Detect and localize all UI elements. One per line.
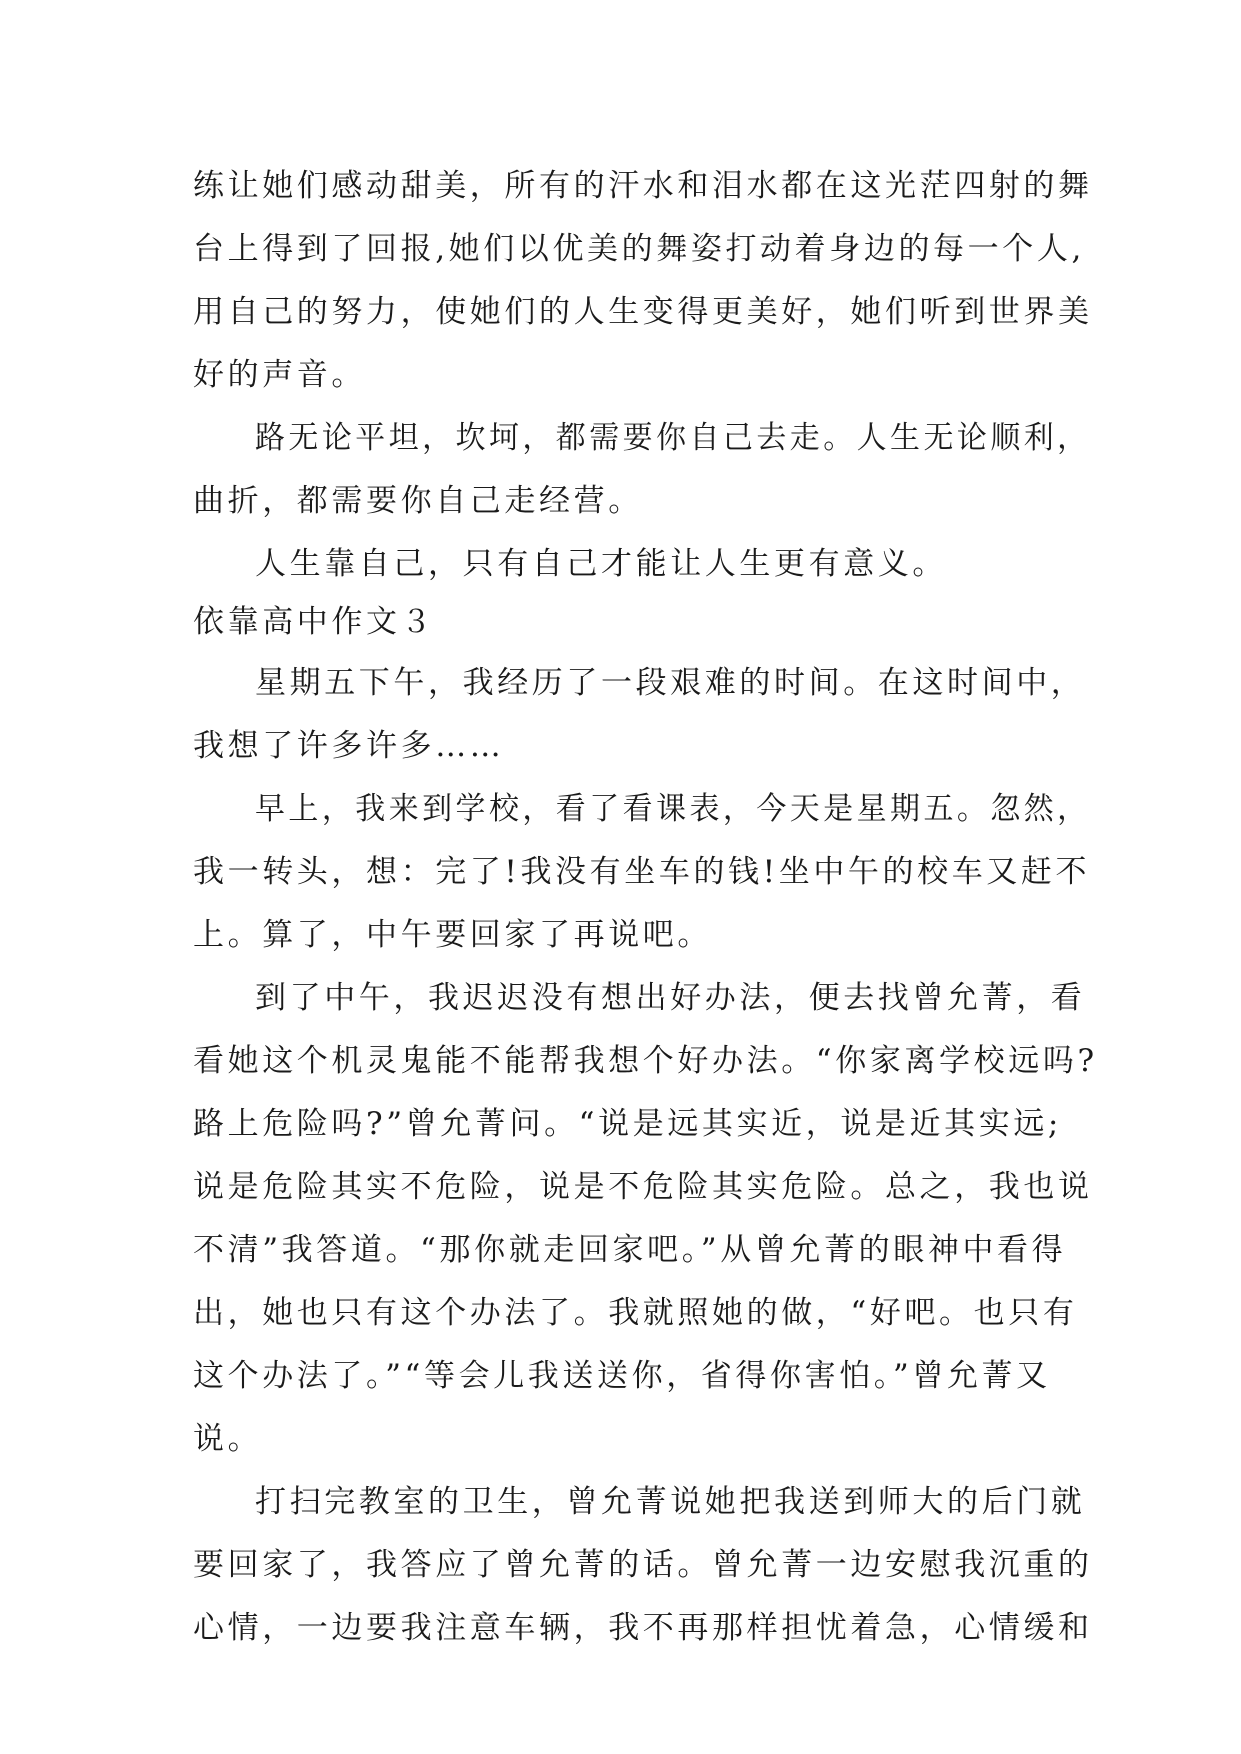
text-line: 这个办法了。”“等会儿我送送你，省得你害怕。”曾允菁又 bbox=[193, 1358, 1051, 1394]
text-line: 不清”我答道。“那你就走回家吧。”从曾允菁的眼神中看得 bbox=[193, 1232, 1067, 1268]
text-line: 我想了许多许多…… bbox=[193, 728, 505, 764]
text-line: 说是危险其实不危险，说是不危险其实危险。总之，我也说 bbox=[193, 1169, 1093, 1205]
paragraph-first-line: 打扫完教室的卫生，曾允菁说她把我送到师大的后门就 bbox=[255, 1484, 1086, 1520]
text-line: 上。算了，中午要回家了再说吧。 bbox=[193, 917, 712, 953]
text-line: 路上危险吗?”曾允菁问。“说是远其实近，说是近其实远; bbox=[193, 1106, 1062, 1142]
text-line: 出，她也只有这个办法了。我就照她的做，“好吧。也只有 bbox=[193, 1295, 1078, 1331]
text-line: 台上得到了回报,她们以优美的舞姿打动着身边的每一个人, bbox=[193, 231, 1085, 267]
paragraph-first-line: 人生靠自己，只有自己才能让人生更有意义。 bbox=[255, 546, 947, 582]
text-line: 说。 bbox=[193, 1421, 263, 1457]
text-line: 好的声音。 bbox=[193, 357, 366, 393]
paragraph-first-line: 到了中午，我迟迟没有想出好办法，便去找曾允菁，看 bbox=[255, 980, 1086, 1016]
text-line: 我一转头，想：完了!我没有坐车的钱!坐中午的校车又赶不 bbox=[193, 854, 1091, 890]
text-line: 练让她们感动甜美，所有的汗水和泪水都在这光茫四射的舞 bbox=[193, 168, 1093, 204]
text-line: 用自己的努力，使她们的人生变得更美好，她们听到世界美 bbox=[193, 294, 1093, 330]
paragraph-first-line: 路无论平坦，坎坷，都需要你自己去走。人生无论顺利， bbox=[255, 420, 1091, 456]
text-line: 心情，一边要我注意车辆，我不再那样担忧着急，心情缓和 bbox=[193, 1610, 1093, 1646]
paragraph-first-line: 早上，我来到学校，看了看课表，今天是星期五。忽然， bbox=[255, 791, 1091, 827]
text-line: 曲折，都需要你自己走经营。 bbox=[193, 483, 643, 519]
text-line: 要回家了，我答应了曾允菁的话。曾允菁一边安慰我沉重的 bbox=[193, 1547, 1093, 1583]
text-line: 看她这个机灵鬼能不能帮我想个好办法。“你家离学校远吗? bbox=[193, 1043, 1098, 1079]
section-heading: 依靠高中作文３ bbox=[193, 604, 436, 640]
paragraph-first-line: 星期五下午，我经历了一段艰难的时间。在这时间中， bbox=[255, 665, 1086, 701]
